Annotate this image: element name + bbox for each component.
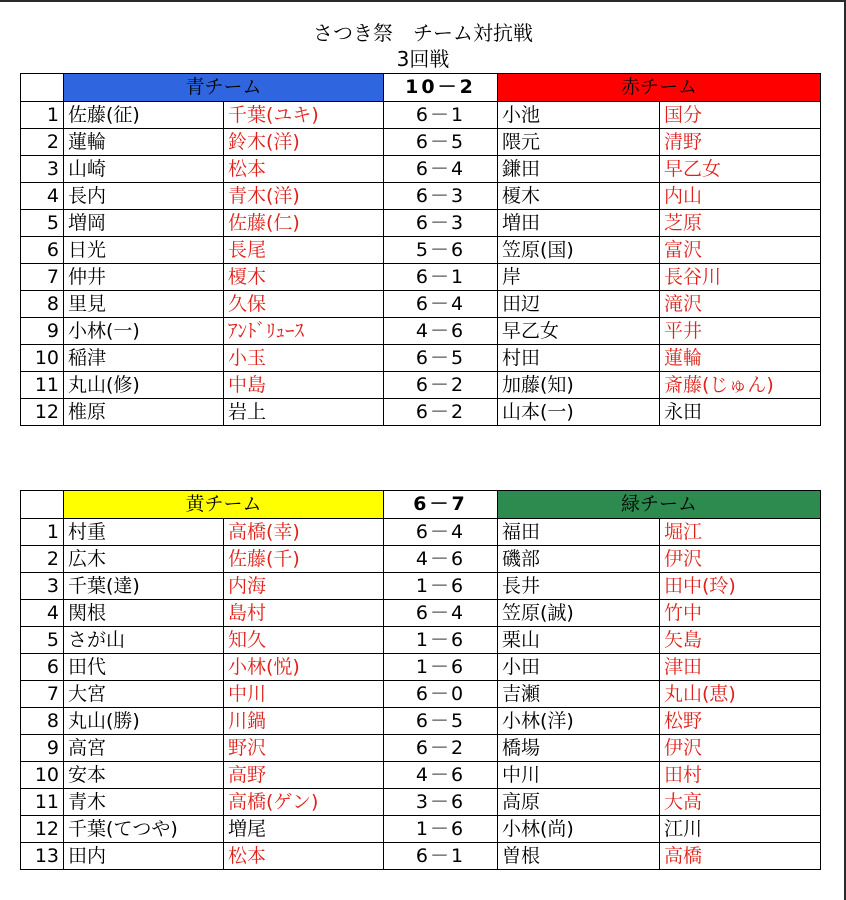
table-row xyxy=(21,156,821,183)
row-number: 4 xyxy=(21,183,64,210)
left-player-2: 増尾 xyxy=(224,816,384,843)
right-player-2: 矢島 xyxy=(660,627,821,654)
table-row xyxy=(21,735,821,762)
left-player-2: 佐藤(仁) xyxy=(224,210,384,237)
game-score: 6－5 xyxy=(384,129,498,156)
match-table-blue-vs-red xyxy=(20,73,821,426)
left-player-2: 高野 xyxy=(224,762,384,789)
left-team-name: 青チーム xyxy=(64,74,384,102)
table-row xyxy=(21,345,821,372)
row-number: 6 xyxy=(21,654,64,681)
right-player-2: 蓮輪 xyxy=(660,345,821,372)
right-player-1: 山本(一) xyxy=(498,399,660,426)
right-player-2: 内山 xyxy=(660,183,821,210)
right-player-2: 江川 xyxy=(660,816,821,843)
table-row xyxy=(21,399,821,426)
left-player-2: 鈴木(洋) xyxy=(224,129,384,156)
left-player-2: 知久 xyxy=(224,627,384,654)
left-player-1: 関根 xyxy=(64,600,224,627)
match-table-yellow-vs-green xyxy=(20,490,821,870)
row-number: 11 xyxy=(21,372,64,399)
row-number: 3 xyxy=(21,156,64,183)
right-team-name: 緑チーム xyxy=(498,491,821,519)
row-number: 1 xyxy=(21,102,64,129)
row-number: 8 xyxy=(21,291,64,318)
row-number: 2 xyxy=(21,546,64,573)
row-number: 9 xyxy=(21,318,64,345)
right-player-2: 伊沢 xyxy=(660,546,821,573)
left-player-1: さが山 xyxy=(64,627,224,654)
game-score: 1－6 xyxy=(384,627,498,654)
left-player-2: 高橋(幸) xyxy=(224,519,384,546)
left-player-1: 丸山(修) xyxy=(64,372,224,399)
left-player-1: 里見 xyxy=(64,291,224,318)
table-row xyxy=(21,372,821,399)
right-player-1: 中川 xyxy=(498,762,660,789)
right-player-2: 大高 xyxy=(660,789,821,816)
left-player-2: 岩上 xyxy=(224,399,384,426)
left-player-1: 椎原 xyxy=(64,399,224,426)
right-player-2: 堀江 xyxy=(660,519,821,546)
table-row xyxy=(21,708,821,735)
right-player-1: 早乙女 xyxy=(498,318,660,345)
row-number: 3 xyxy=(21,573,64,600)
right-player-1: 村田 xyxy=(498,345,660,372)
game-score: 6－1 xyxy=(384,102,498,129)
left-player-2: 島村 xyxy=(224,600,384,627)
top-border-line xyxy=(0,0,846,2)
table-row xyxy=(21,762,821,789)
table-row xyxy=(21,600,821,627)
left-player-2: 松本 xyxy=(224,843,384,870)
table-row xyxy=(21,627,821,654)
table-row xyxy=(21,546,821,573)
header-blank-cell xyxy=(21,74,64,102)
right-team-name: 赤チーム xyxy=(498,74,821,102)
right-player-1: 榎木 xyxy=(498,183,660,210)
game-score: 4－6 xyxy=(384,762,498,789)
left-player-1: 稲津 xyxy=(64,345,224,372)
right-player-2: 永田 xyxy=(660,399,821,426)
table-row xyxy=(21,789,821,816)
right-player-1: 笠原(国) xyxy=(498,237,660,264)
left-player-1: 小林(一) xyxy=(64,318,224,345)
right-player-1: 高原 xyxy=(498,789,660,816)
right-player-1: 吉瀬 xyxy=(498,681,660,708)
row-number: 12 xyxy=(21,816,64,843)
left-player-1: 千葉(てつや) xyxy=(64,816,224,843)
game-score: 6－4 xyxy=(384,156,498,183)
table-row xyxy=(21,183,821,210)
right-player-2: 津田 xyxy=(660,654,821,681)
right-player-2: 丸山(恵) xyxy=(660,681,821,708)
row-number: 1 xyxy=(21,519,64,546)
table-row xyxy=(21,318,821,345)
left-player-1: 広木 xyxy=(64,546,224,573)
game-score: 6－4 xyxy=(384,519,498,546)
game-score: 6－3 xyxy=(384,183,498,210)
right-player-2: 竹中 xyxy=(660,600,821,627)
game-score: 1－6 xyxy=(384,816,498,843)
left-player-2: 佐藤(千) xyxy=(224,546,384,573)
game-score: 6－4 xyxy=(384,291,498,318)
right-player-1: 曽根 xyxy=(498,843,660,870)
right-player-1: 田辺 xyxy=(498,291,660,318)
right-player-1: 栗山 xyxy=(498,627,660,654)
right-player-2: 清野 xyxy=(660,129,821,156)
row-number: 11 xyxy=(21,789,64,816)
right-player-2: 田中(玲) xyxy=(660,573,821,600)
game-score: 6－2 xyxy=(384,735,498,762)
right-player-2: 早乙女 xyxy=(660,156,821,183)
right-player-2: 伊沢 xyxy=(660,735,821,762)
round-label: 3回戦 xyxy=(396,47,450,71)
game-score: 5－6 xyxy=(384,237,498,264)
left-player-2: 中島 xyxy=(224,372,384,399)
game-score: 4－6 xyxy=(384,318,498,345)
table-row xyxy=(21,573,821,600)
table-row xyxy=(21,843,821,870)
game-score: 6－5 xyxy=(384,708,498,735)
right-player-1: 笠原(誠) xyxy=(498,600,660,627)
left-player-1: 山崎 xyxy=(64,156,224,183)
table-row xyxy=(21,816,821,843)
right-player-1: 福田 xyxy=(498,519,660,546)
left-player-1: 蓮輪 xyxy=(64,129,224,156)
row-number: 13 xyxy=(21,843,64,870)
left-player-1: 増岡 xyxy=(64,210,224,237)
table-row xyxy=(21,210,821,237)
left-player-1: 長内 xyxy=(64,183,224,210)
row-number: 4 xyxy=(21,600,64,627)
right-player-1: 隈元 xyxy=(498,129,660,156)
left-player-2: 千葉(ユキ) xyxy=(224,102,384,129)
game-score: 6－2 xyxy=(384,372,498,399)
left-player-1: 丸山(勝) xyxy=(64,708,224,735)
header-blank-cell xyxy=(21,491,64,519)
total-score: 6－7 xyxy=(384,491,498,519)
left-player-2: 高橋(ゲン) xyxy=(224,789,384,816)
table-row xyxy=(21,129,821,156)
left-player-2: 青木(洋) xyxy=(224,183,384,210)
row-number: 10 xyxy=(21,762,64,789)
left-player-1: 千葉(達) xyxy=(64,573,224,600)
right-player-1: 磯部 xyxy=(498,546,660,573)
right-player-1: 小池 xyxy=(498,102,660,129)
left-player-2: 榎木 xyxy=(224,264,384,291)
left-team-name: 黄チーム xyxy=(64,491,384,519)
right-player-2: 国分 xyxy=(660,102,821,129)
right-player-2: 松野 xyxy=(660,708,821,735)
right-player-2: 長谷川 xyxy=(660,264,821,291)
right-player-2: 田村 xyxy=(660,762,821,789)
game-score: 6－1 xyxy=(384,264,498,291)
left-player-2: 小玉 xyxy=(224,345,384,372)
game-score: 6－3 xyxy=(384,210,498,237)
left-player-1: 佐藤(征) xyxy=(64,102,224,129)
row-number: 9 xyxy=(21,735,64,762)
right-player-1: 岸 xyxy=(498,264,660,291)
right-player-2: 高橋 xyxy=(660,843,821,870)
right-player-1: 小林(尚) xyxy=(498,816,660,843)
right-player-2: 滝沢 xyxy=(660,291,821,318)
right-player-1: 増田 xyxy=(498,210,660,237)
table-row xyxy=(21,237,821,264)
left-player-2: 松本 xyxy=(224,156,384,183)
row-number: 8 xyxy=(21,708,64,735)
game-score: 3－6 xyxy=(384,789,498,816)
right-player-1: 小田 xyxy=(498,654,660,681)
left-player-1: 青木 xyxy=(64,789,224,816)
left-player-1: 日光 xyxy=(64,237,224,264)
game-score: 6－1 xyxy=(384,843,498,870)
table-row xyxy=(21,291,821,318)
right-player-1: 長井 xyxy=(498,573,660,600)
right-player-2: 富沢 xyxy=(660,237,821,264)
team-header-row xyxy=(21,491,821,519)
game-score: 6－2 xyxy=(384,399,498,426)
right-player-1: 鎌田 xyxy=(498,156,660,183)
left-player-2: 中川 xyxy=(224,681,384,708)
game-score: 6－5 xyxy=(384,345,498,372)
left-player-2: 久保 xyxy=(224,291,384,318)
right-player-1: 橋場 xyxy=(498,735,660,762)
page-title: さつき祭 チーム対抗戦 xyxy=(313,21,533,45)
left-player-1: 田内 xyxy=(64,843,224,870)
left-player-1: 安本 xyxy=(64,762,224,789)
game-score: 4－6 xyxy=(384,546,498,573)
table-row xyxy=(21,519,821,546)
row-number: 5 xyxy=(21,210,64,237)
row-number: 6 xyxy=(21,237,64,264)
team-header-row xyxy=(21,74,821,102)
row-number: 7 xyxy=(21,681,64,708)
left-player-2: 内海 xyxy=(224,573,384,600)
left-player-2: 小林(悦) xyxy=(224,654,384,681)
left-player-2: ｱﾝﾄﾞﾘｭｰｽ xyxy=(224,318,384,345)
right-player-1: 加藤(知) xyxy=(498,372,660,399)
table-row xyxy=(21,264,821,291)
game-score: 6－0 xyxy=(384,681,498,708)
left-player-1: 大宮 xyxy=(64,681,224,708)
left-player-2: 川鍋 xyxy=(224,708,384,735)
left-player-2: 野沢 xyxy=(224,735,384,762)
game-score: 1－6 xyxy=(384,573,498,600)
right-player-2: 斎藤(じゅん) xyxy=(660,372,821,399)
left-player-2: 長尾 xyxy=(224,237,384,264)
row-number: 7 xyxy=(21,264,64,291)
row-number: 12 xyxy=(21,399,64,426)
right-player-2: 芝原 xyxy=(660,210,821,237)
right-player-2: 平井 xyxy=(660,318,821,345)
right-player-1: 小林(洋) xyxy=(498,708,660,735)
game-score: 6－4 xyxy=(384,600,498,627)
left-player-1: 高宮 xyxy=(64,735,224,762)
left-player-1: 田代 xyxy=(64,654,224,681)
table-row xyxy=(21,681,821,708)
left-player-1: 仲井 xyxy=(64,264,224,291)
row-number: 2 xyxy=(21,129,64,156)
table-row xyxy=(21,654,821,681)
total-score: 10－2 xyxy=(384,74,498,102)
game-score: 1－6 xyxy=(384,654,498,681)
row-number: 10 xyxy=(21,345,64,372)
table-row xyxy=(21,102,821,129)
row-number: 5 xyxy=(21,627,64,654)
left-player-1: 村重 xyxy=(64,519,224,546)
